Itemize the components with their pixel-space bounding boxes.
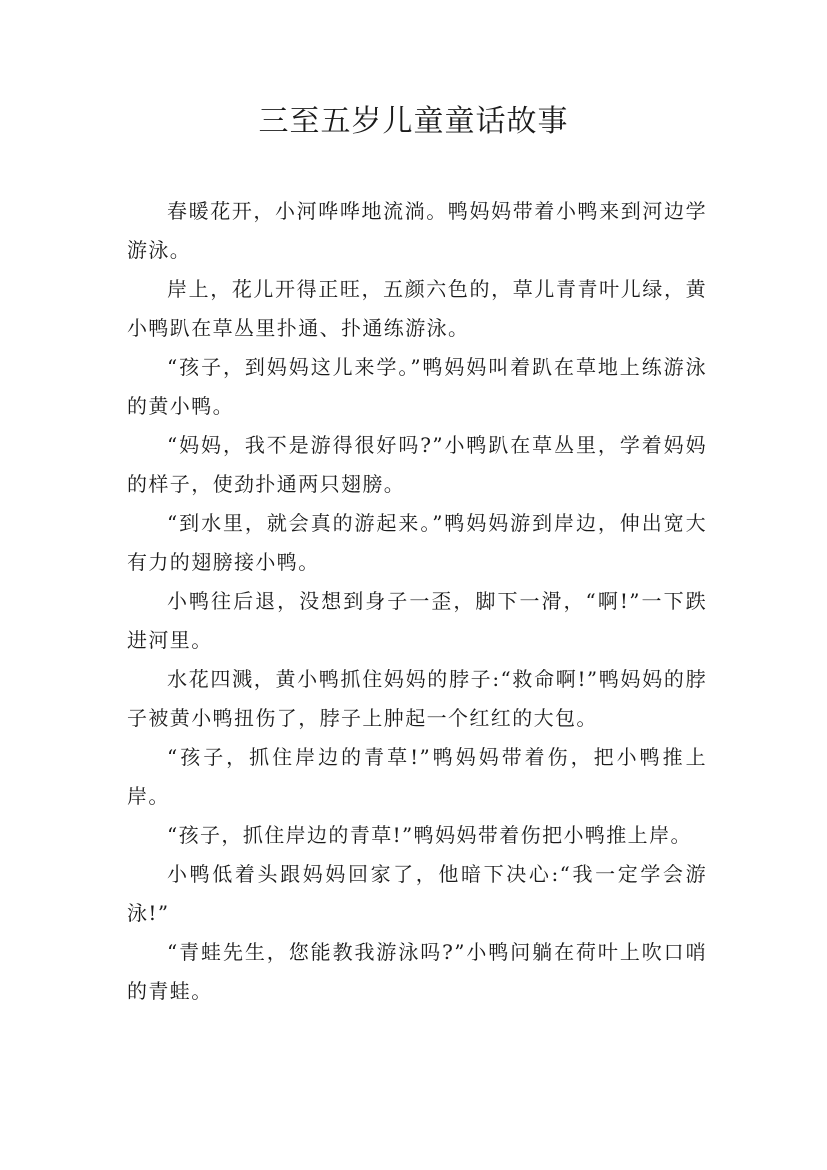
paragraph: “孩子，到妈妈这儿来学。”鸭妈妈叫着趴在草地上练游泳的黄小鸭。 [127, 355, 707, 418]
paragraph: “孩子，抓住岸边的青草!”鸭妈妈带着伤把小鸭推上岸。 [167, 823, 692, 847]
paragraph: 小鸭往后退，没想到身子一歪，脚下一滑，“啊!”一下跌进河里。 [127, 589, 707, 652]
paragraph: 小鸭低着头跟妈妈回家了，他暗下决心:“我一定学会游泳!” [127, 862, 707, 925]
paragraph: 水花四溅，黄小鸭抓住妈妈的脖子:“救命啊!”鸭妈妈的脖子被黄小鸭扭伤了，脖子上肿起一个红红的大包。 [127, 667, 707, 730]
paragraph: “到水里，就会真的游起来。”鸭妈妈游到岸边，伸出宽大有力的翅膀接小鸭。 [127, 511, 707, 574]
document-body [127, 192, 707, 1011]
paragraph: 春暖花开，小河哗哗地流淌。鸭妈妈带着小鸭来到河边学游泳。 [127, 199, 707, 262]
paragraph: “妈妈，我不是游得很好吗?”小鸭趴在草丛里，学着妈妈的样子，使劲扑通两只翅膀。 [127, 433, 707, 496]
paragraph: “孩子，抓住岸边的青草!”鸭妈妈带着伤，把小鸭推上岸。 [127, 745, 707, 808]
paragraph: “青蛙先生，您能教我游泳吗?”小鸭问躺在荷叶上吹口哨的青蛙。 [127, 940, 707, 1003]
document-title: 三至五岁儿童童话故事 [258, 104, 569, 139]
paragraph: 岸上，花儿开得正旺，五颜六色的，草儿青青叶儿绿，黄小鸭趴在草丛里扑通、扑通练游泳。 [127, 277, 707, 340]
